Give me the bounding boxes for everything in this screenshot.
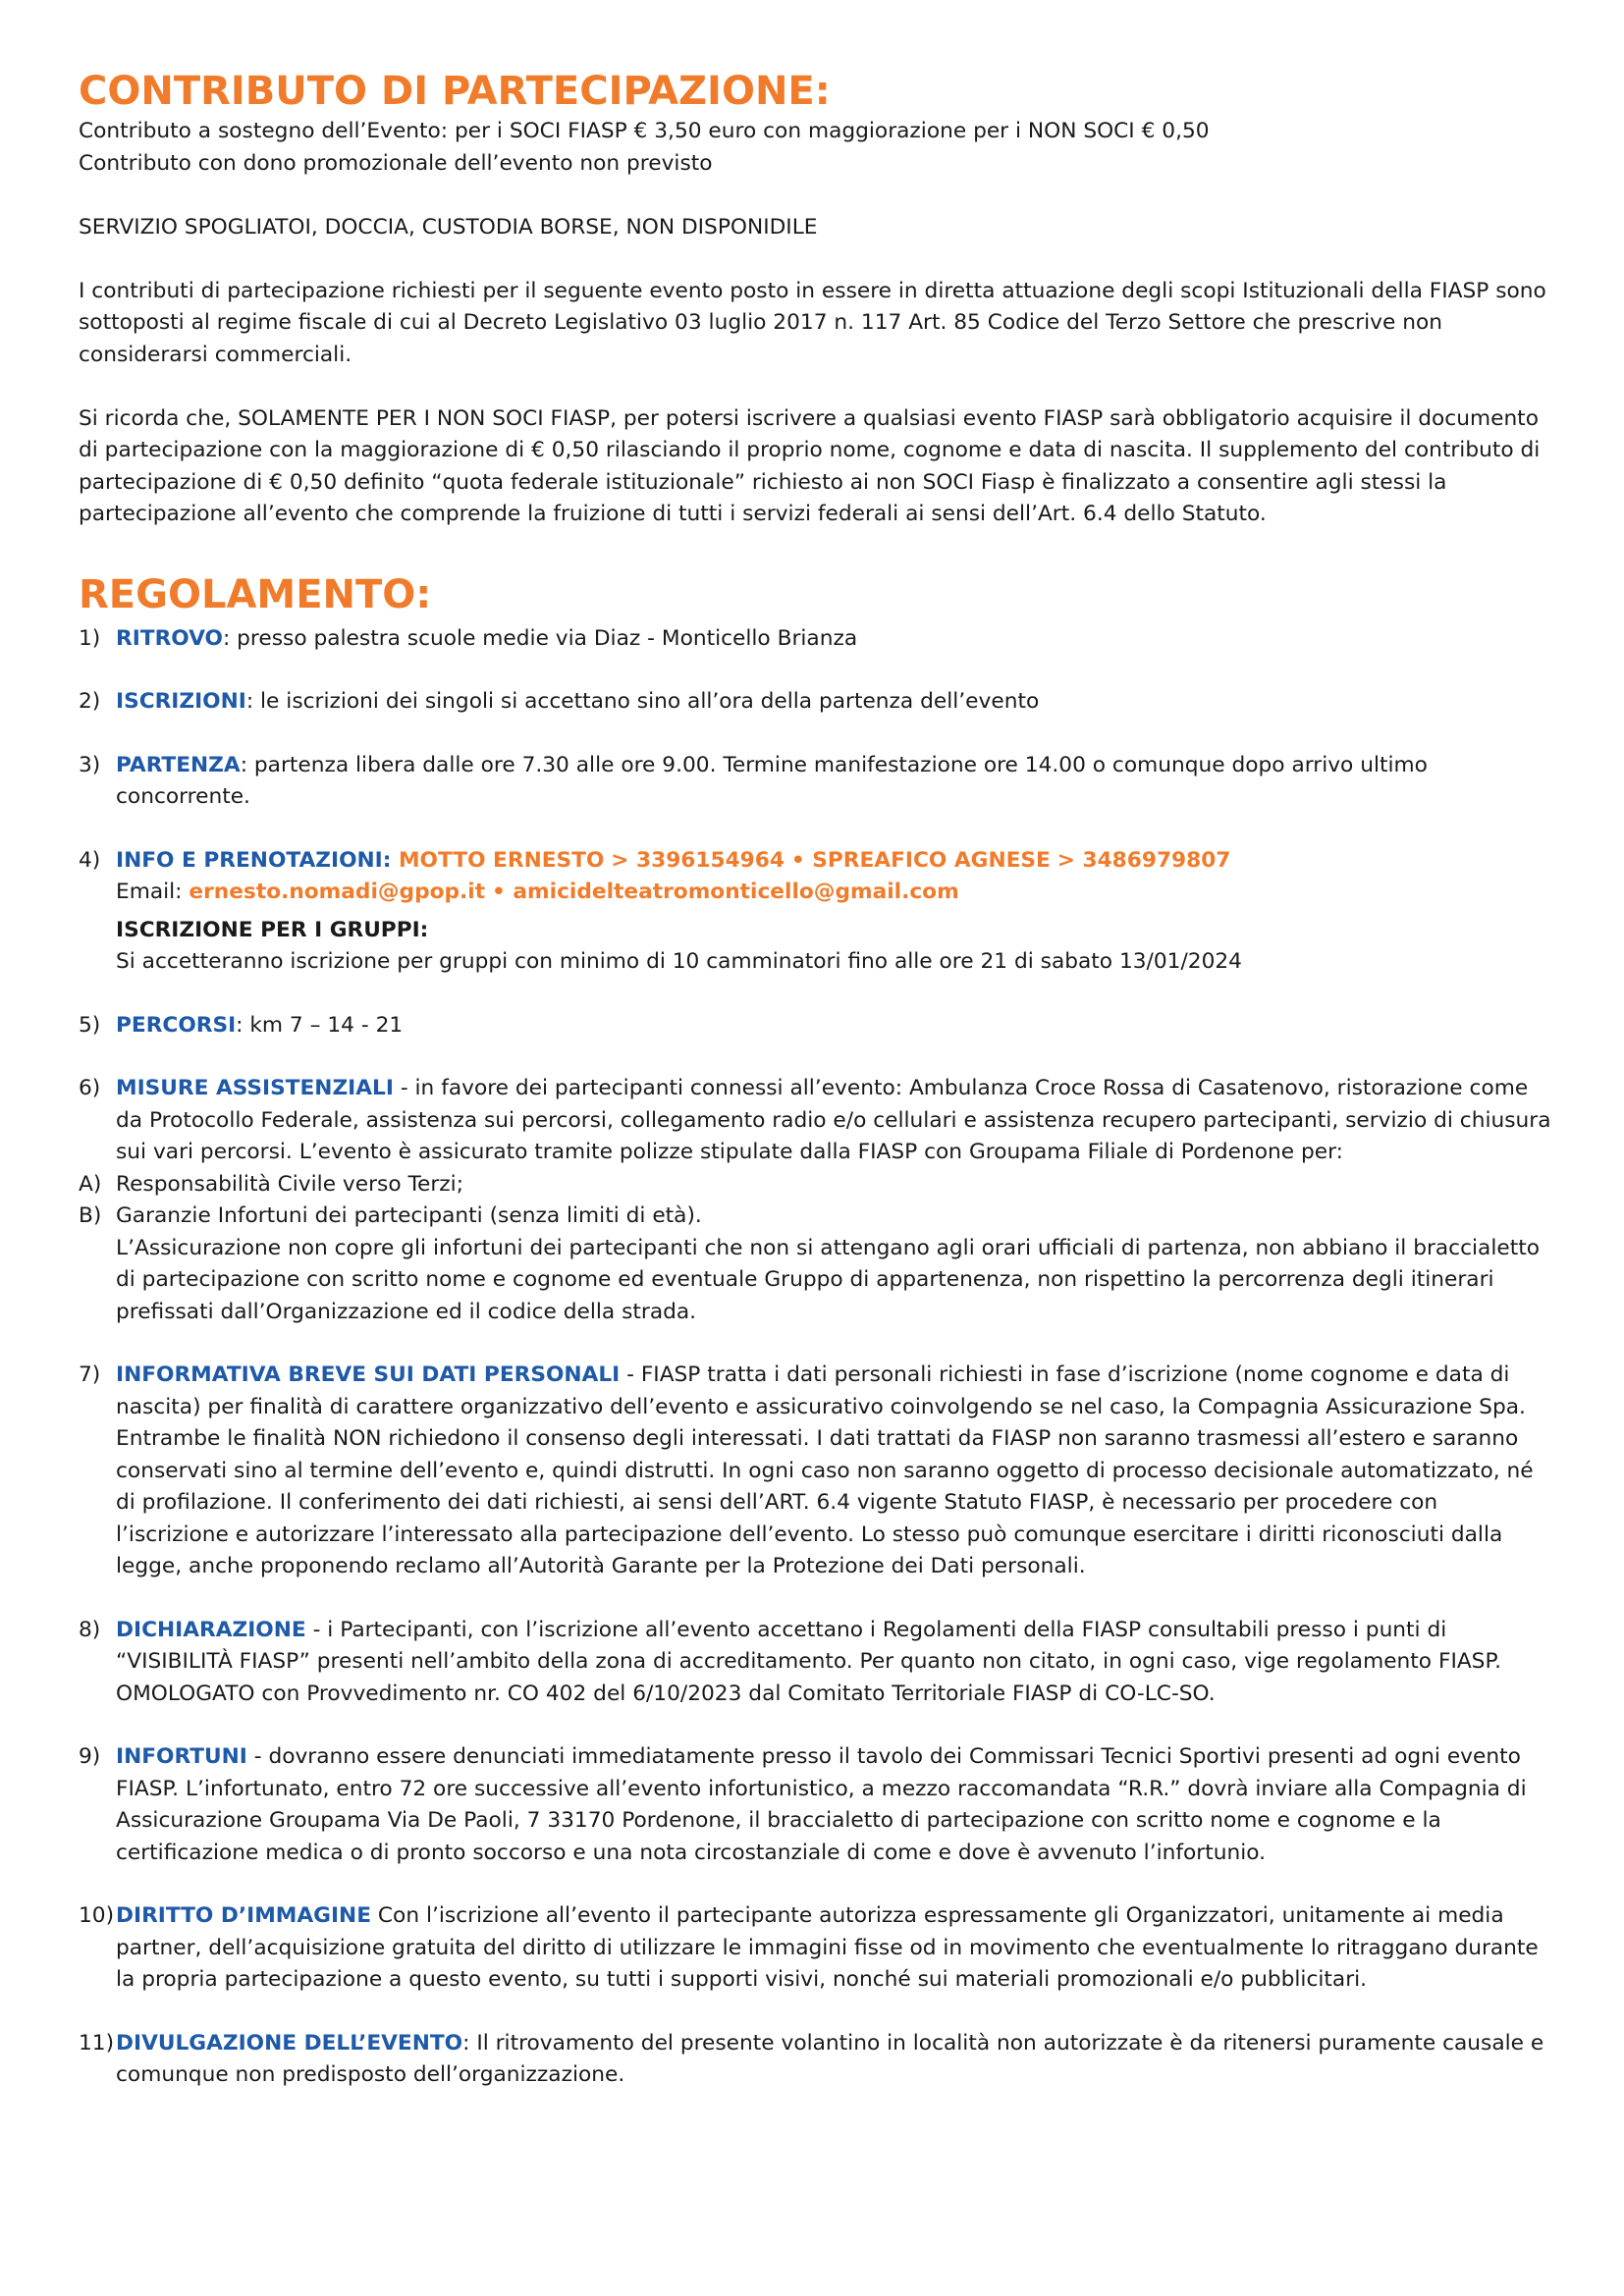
regolamento-heading: REGOLAMENTO:: [79, 571, 432, 617]
rule-number: 8): [79, 1617, 101, 1642]
rule-item-ritrovo: [79, 623, 1551, 656]
rule-label: DICHIARAZIONE: [116, 1617, 306, 1642]
rule-number: 2): [79, 689, 101, 714]
rule-number: 10): [79, 1903, 115, 1928]
rule-text: : partenza libera dalle ore 7.30 alle ore 9.00. Termine manifestazione ore 14.00 o comunque dopo arrivo ultimo concorrente.: [116, 752, 1428, 809]
email-link-1[interactable]: ernesto.nomadi@gpop.it: [189, 880, 486, 904]
sub-label: B): [79, 1203, 102, 1228]
rule-label: DIVULGAZIONE DELL’EVENTO: [116, 2030, 463, 2056]
rule-number: 5): [79, 1012, 101, 1038]
omologato-text: OMOLOGATO con Provvedimento nr. CO 402 del 6/10/2023 dal Comitato Territoriale FIASP di CO-LC-SO.: [116, 1681, 1216, 1706]
rule-text: - dovranno essere denunciati immediatamente presso il tavolo dei Commissari Tecnici Sportivi presenti ad ogni evento FIASP. L’infortunato, entro 72 ore successive all’evento infortunistico, a mezzo raccomandata “R.R.” dovrà inviare alla Compagnia di Assicurazione Groupama Via De Paoli, 7 33170 Pordenone, il braccialetto di partecipazione con scritto nome e cognome e la certificazione medica o di pronto soccorso e una nota circostanziale di come e dove è avvenuto l’infortunio.: [116, 1744, 1527, 1865]
rule-text: - FIASP tratta i dati personali richiesti in fase d’iscrizione (nome cognome e data di nascita) per finalità di carattere organizzativo dell’evento e assicurativo coinvolgendo se nel caso, la Compagnia Assicurazione Spa. Entrambe le finalità NON richiedono il consenso degli interessati. I dati trattati da FIASP non saranno trasmessi all’estero e saranno conservati sino al termine dell’evento e, quindi distrutti. In ogni caso non saranno oggetto di processo decisionale automatizzato, né di profilazione. Il conferimento dei dati richiesti, ai sensi dell’ART. 6.4 vigente Statuto FIASP, è necessario per procedere con l’iscrizione e autorizzare l’interessato alla partecipazione dell’evento. Lo stesso può comunque esercitare i diritti riconosciuti dalla legge, anche proponendo reclamo all’Autorità Garante per la Protezione dei Dati personali.: [116, 1362, 1534, 1578]
rule-text: : Il ritrovamento del presente volantino in località non autorizzate è da ritenersi puramente causale e comunque non predisposto dell’organizzazione.: [116, 2030, 1544, 2087]
rule-item-misure: [79, 1073, 1551, 1328]
rule-item-partenza: [79, 750, 1551, 814]
rule-item-infortuni: [79, 1741, 1551, 1869]
gruppi-text: Si accetteranno iscrizione per gruppi con minimo di 10 camminatori fino alle ore 21 di sabato 13/01/2024: [116, 949, 1242, 974]
rule-text: - in favore dei partecipanti connessi all’evento: Ambulanza Croce Rossa di Casatenovo, ristorazione come da Protocollo Federale, assistenza sui percorsi, collegamento radio e/o cellulari e assistenza recupero partecipanti, servizio di chiusura sui vari percorsi. L’evento è assicurato tramite polizze stipulate dalla FIASP con Groupama Filiale di Pordenone per:: [116, 1076, 1551, 1164]
rule-text: Con l’iscrizione all’evento il partecipante autorizza espressamente gli Organizzatori, unitamente ai media partner, dell’acquisizione gratuita del diritto di utilizzare le immagini fisse od in movimento che eventualmente lo ritraggano durante la propria partecipazione a questo evento, su tutti i supporti visivi, nonché sui materiali promozionali e/o pubblicitari.: [116, 1903, 1539, 1992]
rule-text: : le iscrizioni dei singoli si accettano sino all’ora della partenza dell’evento: [245, 689, 1040, 714]
rule-label: MISURE ASSISTENZIALI: [116, 1076, 394, 1100]
contact-phone-2[interactable]: 3486979807: [1082, 847, 1231, 873]
rule-item-dichiarazione: [79, 1615, 1551, 1711]
rule-number: 9): [79, 1744, 101, 1769]
rule-label: INFORTUNI: [116, 1744, 247, 1769]
rule-item-info: 4) INFO E PRENOTAZIONI: MOTTO ERNESTO > 3396154964 • SPREAFICO AGNESE > 3486979807 Email: ernesto.nomadi@gpop.it • amicidelteatromonticello@gmail.com ISCRIZIONE PER I GRUPPI: Si accetteranno iscrizione per gruppi con minimo di 10 camminatori fino alle ore 21 di sabato 13/01/2024: [79, 845, 1551, 979]
rule-item-divulgazione: [79, 2028, 1551, 2092]
rule-label: PARTENZA: [116, 752, 241, 777]
contact-name-2: SPREAFICO AGNESE: [812, 847, 1051, 873]
document-page: [79, 67, 1551, 2092]
contact-name-1: MOTTO ERNESTO: [398, 847, 605, 873]
rule-label: INFORMATIVA BREVE SUI DATI PERSONALI: [116, 1362, 621, 1387]
non-soci-paragraph: Si ricorda che, SOLAMENTE PER I NON SOCI FIASP, per potersi iscrivere a qualsiasi evento FIASP sarà obbligatorio acquisire il documento di partecipazione con la maggiorazione di € 0,50 rilasciando il proprio nome, cognome e data di nascita. Il supplemento del contributo di partecipazione di € 0,50 definito “quota federale istituzionale” richiesto ai non SOCI Fiasp è finalizzato a consentire agli stessi la partecipazione all’evento che comprende la fruizione di tutti i servizi federali ai sensi dell’Art. 6.4 dello Statuto.: [79, 405, 1541, 526]
rule-label: PERCORSI: [116, 1012, 237, 1038]
email-label: Email:: [116, 880, 189, 904]
rule-item-informativa: [79, 1360, 1551, 1583]
rule-item-iscrizioni: [79, 686, 1551, 719]
contact-phone-1[interactable]: 3396154964: [636, 847, 785, 873]
rule-after-text: L’Assicurazione non copre gli infortuni dei partecipanti che non si attengano agli orari ufficiali di partenza, non abbiano il braccialetto di partecipazione con scritto nome e cognome ed eventuale Gruppo di appartenenza, non rispettino la percorrenza degli itinerari prefissati dall’Organizzazione ed il codice della strada.: [116, 1235, 1540, 1324]
sub-label: A): [79, 1171, 102, 1197]
sub-item-a: [79, 1169, 1551, 1201]
contributo-heading: CONTRIBUTO DI PARTECIPAZIONE:: [79, 69, 831, 114]
rule-number: 11): [79, 2030, 115, 2056]
rule-text: : km 7 – 14 - 21: [236, 1012, 404, 1038]
rule-label: DIRITTO D’IMMAGINE: [116, 1903, 372, 1928]
contributo-line-1: Contributo a sostegno dell’Evento: per i SOCI FIASP € 3,50 euro con maggiorazione per i NON SOCI € 0,50: [79, 119, 1210, 143]
gruppi-title: ISCRIZIONE PER I GRUPPI:: [116, 917, 429, 942]
rule-item-percorsi: [79, 1010, 1551, 1042]
rule-label: ISCRIZIONI: [116, 689, 246, 714]
contributo-line-2: Contributo con dono promozionale dell’evento non previsto: [79, 150, 713, 176]
rule-number: 4): [79, 847, 101, 873]
email-link-2[interactable]: amicidelteatromonticello@gmail.com: [513, 880, 959, 904]
rule-text: : presso palestra scuole medie via Diaz - Monticello Brianza: [222, 625, 858, 651]
rule-number: 1): [79, 625, 101, 651]
fiscal-paragraph: I contributi di partecipazione richiesti per il seguente evento posto in essere in diretta attuazione degli scopi Istituzionali della FIASP sono sottoposti al regime fiscale di cui al Decreto Legislativo 03 luglio 2017 n. 117 Art. 85 Codice del Terzo Settore che prescrive non considerarsi commerciali.: [79, 278, 1546, 367]
rule-text: - i Partecipanti, con l’iscrizione all’evento accettano i Regolamenti della FIASP consultabili presso i punti di “VISIBILITÀ FIASP” presenti nell’ambito della zona di accreditamento. Per quanto non citato, in ogni caso, vige regolamento FIASP.: [116, 1617, 1502, 1674]
sub-item-b: [79, 1201, 1551, 1233]
servizio-notice: SERVIZIO SPOGLIATOI, DOCCIA, CUSTODIA BORSE, NON DISPONIDILE: [79, 214, 818, 240]
sub-text: Garanzie Infortuni dei partecipanti (senza limiti di età).: [116, 1203, 702, 1228]
rule-label: RITROVO: [116, 625, 223, 651]
rule-number: 6): [79, 1076, 101, 1100]
sub-text: Responsabilità Civile verso Terzi;: [116, 1171, 464, 1197]
rule-item-diritto-immagine: [79, 1900, 1551, 1997]
rule-number: 3): [79, 752, 101, 777]
rule-label: INFO E PRENOTAZIONI: [116, 847, 383, 873]
rule-number: 7): [79, 1362, 101, 1387]
